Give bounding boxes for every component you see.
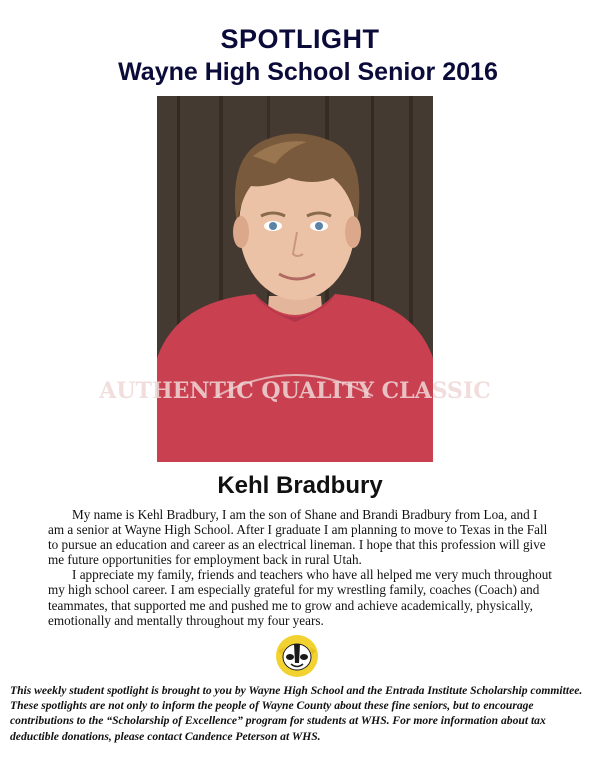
page-subtitle: Wayne High School Senior 2016 (118, 58, 498, 86)
student-portrait-photo (99, 96, 491, 462)
footer-note: This weekly student spotlight is brought to you by Wayne High School and the Entrada Institute Scholarship committee. These spotlights are not only to inform the people of Wayne County about these fine seniors, but to encourage contributions to the “Scholarship of Excellence” program for students at WHS. For more information about tax deductible donations, please contact Candence Peterson at WHS. (10, 684, 583, 743)
bio-paragraph: My name is Kehl Bradbury, I am the son of Shane and Brandi Bradbury from Loa, and I am a senior at Wayne High School. After I graduate I am planning to move to Texas in the Fall to pursue an education and career as an electrical lineman. I hope that this profession will give me future opportunities for employment back in rural Utah. (48, 507, 548, 568)
bio-paragraph: I appreciate my family, friends and teachers who have all helped me very much throughout my high school career. I am especially grateful for my wrestling family, coaches (Coach) and teammates, that supported me and pushed me to grow and achieve academically, physically, emotionally and mentally throughout my four years. (48, 567, 552, 628)
bio-text (48, 507, 553, 628)
student-name: Kehl Bradbury (217, 472, 383, 499)
portrait-illustration (99, 96, 491, 462)
shirt-text: AUTHENTIC QUALITY CLASSIC (99, 378, 491, 404)
spotlight-title: SPOTLIGHT (220, 24, 380, 54)
badger-mascot-icon (274, 633, 320, 679)
